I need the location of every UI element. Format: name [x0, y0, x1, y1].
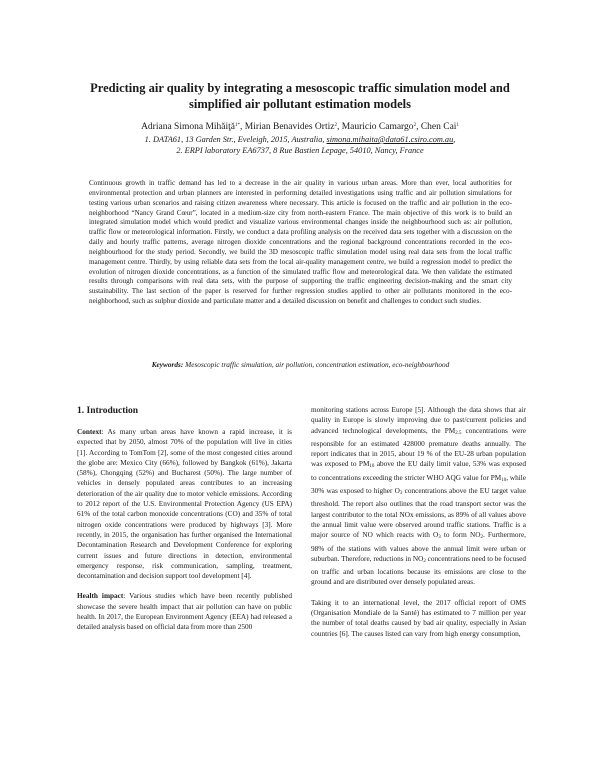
- text-span: to form NO: [440, 531, 481, 540]
- text-span: monitoring stations across Europe [5]. Although the data shows that air quality in Europe is slowly improving due to past/current policies and advanced technological developments, the PM: [311, 406, 526, 435]
- subscript: 2: [480, 535, 483, 541]
- context-text: : As many urban areas have known a rapid increase, it is expected that by 2050, almost 70% of the population will live in cities [1]. According to TomTom [2], some of the most congested cities around the globe are: Mexico City (66%), followed by Bangkok (61%), Jakarta (58%), Chongqing (52%) and Bucharest (50%). The large number of vehicles in densely populated areas contributes to an increasing deterioration of the air quality due to motor vehicle emissions. According to 2012 report of the U.S. Environmental Protection Agency (US EPA) 61% of the total carbon monoxide concentrations (CO) and 35% of total nitrogen oxide concentrations were produced by highways [3]. More recently, in 2015, the organisation has further organised the International Decontamination Research and Development Conference for exploring current issues and future directions in detection, environmental emergency response, risk communication, sampling, treatment, decontamination and decision support tool development [4].: [77, 428, 292, 581]
- text-span: above the EU daily limit value, 53% was exposed to concentrations exceeding the stricter WHO AQG value for PM: [311, 460, 527, 482]
- text-span: , while 30% was exposed to higher O: [311, 473, 526, 496]
- subscript: 10: [369, 464, 375, 470]
- affiliations: [60, 134, 540, 156]
- paragraph-context: [77, 427, 292, 581]
- author-1-sup: 1*: [235, 123, 240, 128]
- abstract: Continuous growth in traffic demand has led to a decrease in the air quality in various urban areas. More than ever, local authorities for environmental protection and urban planners are interested in performing detailed investigations using traffic and air pollution simulations for testing various urban scenarios and raising citizen awareness where necessary. This article is focused on the traffic and air pollution in the eco-neighborhood “Nancy Grand Cœur”, located in a medium-size city from north-eastern France. The main objective of this work is to build an integrated simulation model which would predict and visualize various environmental changes inside the neighbourhood such as: air pollution, traffic flow or meteorological information. Firstly, we conduct a data profiling analysis on the received data sets together with a discussion on the daily and hourly traffic patterns, average nitrogen dioxide concentrations and the regional background concentrations recorded in the eco-neighbourhood for the study period. Secondly, we build the 3D mesoscopic traffic simulation model using real data sets from the local traffic management centre. Thirdly, by using reliable data sets from the local air-quality management centre, we build a regression model to predict the evolution of nitrogen dioxide concentrations, as a function of the simulated traffic flow and meteorological data. We then validate the estimated results through comparisons with real data sets, with the purpose of supporting the traffic engineering decision-making and the smart city sustainability. The last section of the paper is reserved for further regression studies applied to other air pollutants monitored in the eco-neighborhood, such as sulphur dioxide and particulate matter and a detailed discussion on benefit and challenges to conduct such studies.: [89, 179, 512, 306]
- column-left: [77, 427, 292, 643]
- affiliation-1: [60, 134, 540, 145]
- paragraph-eea-report: [311, 405, 526, 588]
- affiliation-2: 2. ERPI laboratory EA6737, 8 Rue Bastien Lepage, 54010, Nancy, France: [176, 146, 424, 155]
- column-right: [311, 405, 526, 649]
- author-1: Adriana Simona Mihăiţă: [141, 122, 235, 132]
- text-span: concentrations were responsible for an estimated 428000 premature deaths annually. The report indicates that in 2015, about 19 % of the EU-28 urban population was exposed to PM: [311, 426, 526, 469]
- subscript: 2: [423, 558, 426, 564]
- subscript: 2.5: [455, 430, 462, 436]
- author-3: Mauricio Camargo: [341, 122, 414, 132]
- context-label: Context: [77, 428, 102, 436]
- subscript: 3: [438, 535, 441, 541]
- author-2-sup: 2: [334, 123, 337, 128]
- section-heading-introduction: 1. Introduction: [77, 406, 139, 416]
- author-4-sup: 1: [456, 123, 459, 128]
- paragraph-oms-report: Taking it to an international level, the 2017 official report of OMS (Organisation Mondiale de la Santé) has estimated to 7 million per year the number of total deaths caused by bad air quality, especially in Asian countries [6]. The causes listed can vary from high energy consumption,: [311, 598, 526, 638]
- keywords-label: Keywords:: [151, 360, 184, 369]
- author-4: Chen Cai: [420, 122, 457, 132]
- author-2: Mirian Benavides Ortiz: [244, 122, 335, 132]
- paper-title: Predicting air quality by integrating a mesoscopic traffic simulation model and simplified air pollutant estimation models: [90, 81, 510, 111]
- text-span: concentrations above the EU target value threshold. The report also outlines that the road transport sector was the largest contributor to the total NOx emissions, as 89% of all values above the annual limit value were observed around traffic stations. Traffic is a major source of NO which reacts with O: [311, 487, 527, 540]
- subscript: 3: [399, 491, 403, 497]
- text-span: . Furthermore, 98% of the stations with values above the annual limit were urban or suburban. Therefore, reductions in NO: [311, 531, 526, 563]
- keywords: [89, 360, 512, 370]
- subscript: 10: [501, 477, 507, 483]
- health-impact-text: : Various studies which have been recently published showcase the severe health impact that air pollution can have on public health. In 2017, the European Environment Agency (EEA) had released a detailed analysis based on official data from more than 2500: [77, 592, 292, 632]
- keywords-text: Mesoscopic traffic simulation, air pollution, concentration estimation, eco-neighbourhood: [185, 360, 450, 369]
- email-link[interactable]: simona.mihaita@data61.csiro.com.au: [326, 135, 454, 144]
- author-3-sup: 2: [413, 123, 417, 128]
- paragraph-health-impact: [77, 591, 292, 632]
- affiliation-1-end: ,: [453, 135, 456, 144]
- text-span: concentrations need to be focused on traffic and urban locations because its emissions are close to the ground and are distributed over densely populated areas.: [311, 554, 526, 587]
- health-impact-label: Health impact: [77, 592, 124, 601]
- author-list: Adriana Simona Mihăiţă$^{1*}$, Mirian Benavides Ortiz$^2$, Mauricio Camargo$^2$, Chen Cai$^1$: [141, 122, 459, 132]
- affiliation-1-text: 1. DATA61, 13 Garden Str., Eveleigh, 2015, Australia,: [144, 135, 327, 144]
